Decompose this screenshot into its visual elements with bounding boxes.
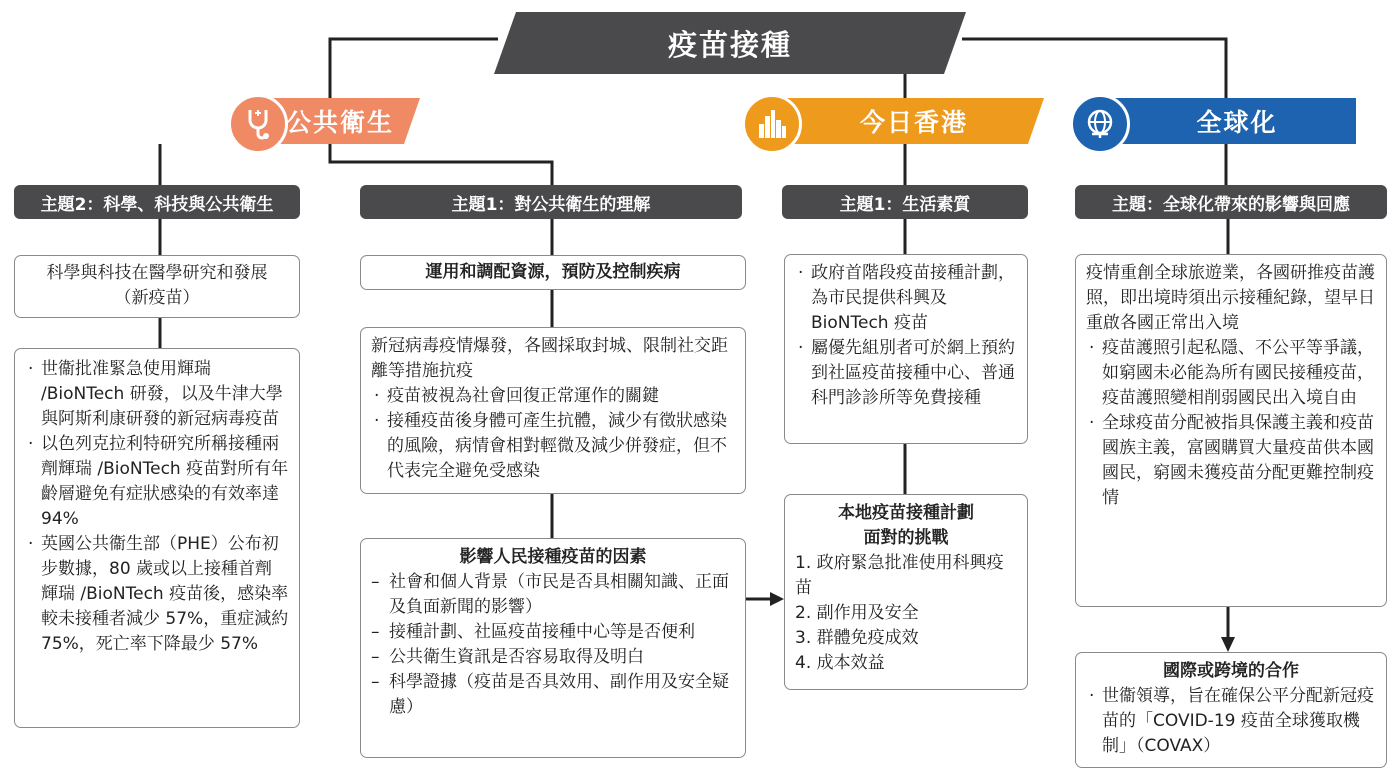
list-item: 2. 副作用及安全	[795, 603, 919, 623]
box-heading: 面對的挑戰	[863, 528, 949, 548]
theme-globalization-impact: 主題：全球化帶來的影響與回應	[1075, 185, 1387, 219]
category-label: 今日香港	[859, 108, 968, 137]
box-intro: 新冠病毒疫情爆發，各國採取封城、限制社交距離等措施抗疫	[371, 336, 728, 381]
arrow-head-down	[1221, 637, 1235, 652]
category-hong-kong	[744, 98, 1044, 144]
category-globalization	[1072, 98, 1356, 144]
arrow-head	[770, 592, 784, 606]
box-government-plan	[784, 254, 1028, 444]
list-item: 4. 成本效益	[795, 653, 885, 673]
list-item: · 全球疫苗分配被指具保護主義和疫苗國族主義，富國購買大量疫苗供本國國民，窮國未獲疫苗分配更難控制疫情	[1086, 411, 1376, 511]
list-item: 3. 群體免疫成效	[795, 628, 919, 648]
theme-quality-of-life: 主題1：生活素質	[782, 185, 1028, 219]
diagram-title: 疫苗接種	[667, 27, 792, 62]
box-science-research	[14, 255, 300, 318]
box-heading: 本地疫苗接種計劃	[838, 503, 974, 523]
list-item: · 疫苗護照引起私隱、不公平等爭議，如窮國未必能為所有國民接種疫苗，疫苗護照變相削弱國民出入境自由	[1086, 336, 1376, 411]
box-heading: 影響人民接種疫苗的因素	[459, 547, 647, 567]
list-item: · 世衞領導，旨在確保公平分配新冠疫苗的「COVID-19 疫苗全球獲取機制」（COVAX）	[1086, 684, 1376, 759]
list-item: – 公共衛生資訊是否容易取得及明白	[371, 645, 735, 670]
box-local-challenges	[784, 494, 1028, 690]
box-line: 科學與科技在醫學研究和發展	[46, 263, 268, 283]
box-pandemic-measures	[360, 327, 746, 494]
globe-icon	[1070, 94, 1130, 154]
list-item: 1. 政府緊急批准使用科興疫苗	[795, 553, 1004, 598]
city-skyline-icon	[742, 94, 802, 154]
theme-public-health-understanding: 主題1：對公共衛生的理解	[360, 185, 742, 219]
list-item: · 以色列克拉利特研究所稱接種兩劑輝瑞 /BioNTech 疫苗對所有年齡層避免有症狀感染的有效率達 94%	[25, 432, 289, 532]
list-item: – 社會和個人背景（市民是否具相關知識、正面及負面新聞的影響）	[371, 570, 735, 620]
list-item: – 科學證據（疫苗是否具效用、副作用及安全疑慮）	[371, 670, 735, 720]
category-label: 全球化	[1196, 108, 1278, 137]
box-intro: 疫情重創全球旅遊業，各國研推疫苗護照，即出境時須出示接種紀錄，望早日重啟各國正常出入境	[1086, 263, 1375, 333]
list-item: · 世衞批准緊急使用輝瑞 /BioNTech 研發，以及牛津大學與阿斯利康研發的新冠病毒疫苗	[25, 357, 289, 432]
theme-science-tech: 主題2：科學、科技與公共衛生	[14, 185, 300, 219]
box-international-cooperation	[1075, 652, 1387, 768]
title-banner	[494, 12, 966, 74]
list-item: · 屬優先組別者可於網上預約到社區疫苗接種中心、普通科門診診所等免費接種	[795, 336, 1017, 411]
category-label: 公共衛生	[285, 108, 394, 137]
box-line: （新疫苗）	[114, 288, 200, 308]
list-item: · 疫苗被視為社會回復正常運作的關鍵	[371, 384, 735, 409]
category-public-health	[230, 98, 420, 144]
box-resource-allocation	[360, 255, 746, 290]
box-vaccine-passport	[1075, 254, 1387, 607]
box-vaccine-facts	[14, 348, 300, 728]
list-item: · 政府首階段疫苗接種計劃，為市民提供科興及 BioNTech 疫苗	[795, 261, 1017, 336]
box-heading: 運用和調配資源，預防及控制疾病	[425, 262, 681, 282]
box-vaccination-factors	[360, 538, 746, 758]
list-item: · 英國公共衞生部（PHE）公布初步數據，80 歲或以上接種首劑輝瑞 /BioNTech 疫苗後，感染率較未接種者減少 57%，重症減約 75%，死亡率下降最少 57%	[25, 532, 289, 657]
box-heading: 國際或跨境的合作	[1163, 661, 1299, 681]
list-item: · 接種疫苗後身體可產生抗體，減少有徵狀感染的風險，病情會相對輕微及減少併發症，但不代表完全避免受感染	[371, 409, 735, 484]
list-item: – 接種計劃、社區疫苗接種中心等是否便利	[371, 620, 735, 645]
